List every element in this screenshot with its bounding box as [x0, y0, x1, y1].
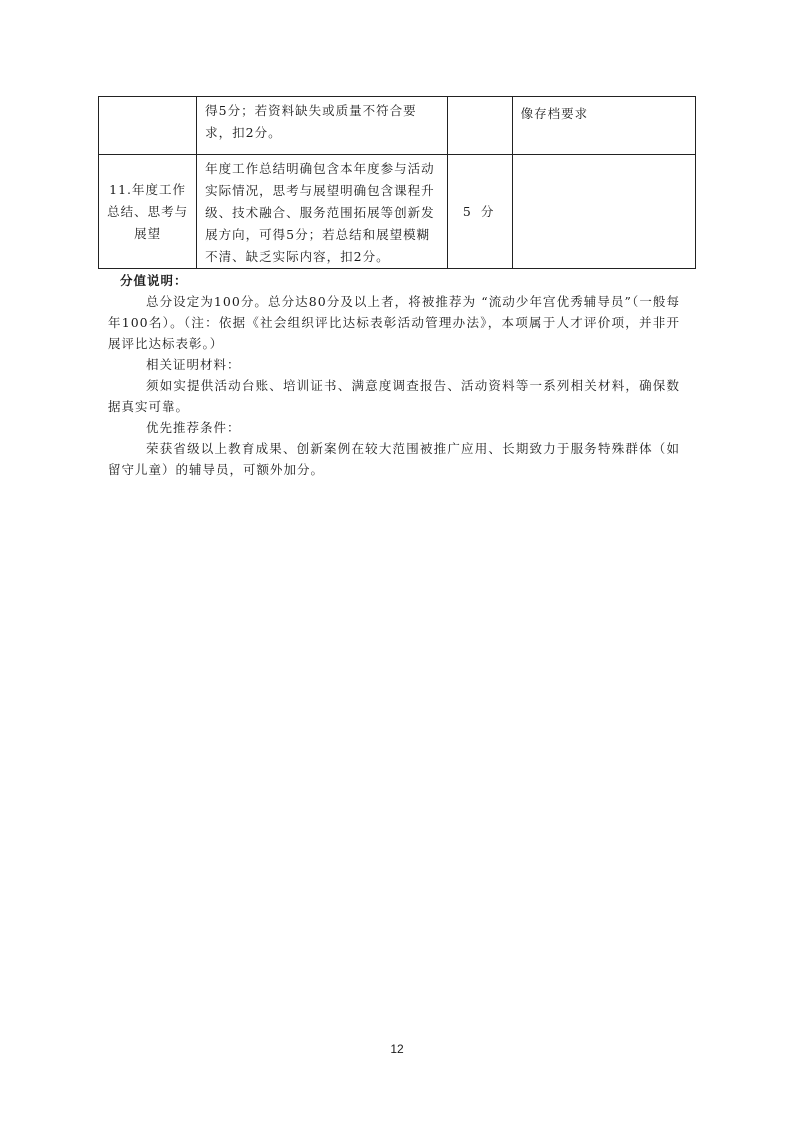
scoring-table [98, 96, 696, 269]
notes-paragraph-materials: 须如实提供活动台账、培训证书、满意度调查报告、活动资料等一系列相关材料，确保数据真实可靠。 [108, 378, 680, 414]
remarks-cell [512, 155, 695, 269]
page-number: 12 [390, 1042, 404, 1056]
criteria-cell [197, 97, 447, 155]
notes-paragraph-priority: 荣获省级以上教育成果、创新案例在较大范围被推广应用、长期致力于服务特殊群体（如留守儿童）的辅导员，可额外加分。 [108, 441, 680, 477]
criteria-text: 年度工作总结明确包含本年度参与活动实际情况，思考与展望明确包含课程升级、技术融合、服务范围拓展等创新发展方向，可得5分；若总结和展望模糊不清、缺乏实际内容，扣2分。 [205, 161, 435, 264]
score-cell [447, 97, 512, 155]
criteria-text: 得5分；若资料缺失或质量不符合要求，扣2分。 [205, 103, 417, 140]
table-row [99, 155, 696, 269]
score-notes [108, 270, 680, 480]
notes-paragraph-total-score: 总分设定为100分。总分达80分及以上者，将被推荐为 “流动少年宫优秀辅导员”（一般每年100名）。（注：依据《社会组织评比达标表彰活动管理办法》，本项属于人才评价项，并非开展评比达标表彰。） [108, 294, 680, 351]
criteria-cell [197, 155, 447, 269]
notes-paragraph-materials-heading: 相关证明材料： [146, 357, 241, 372]
notes-paragraph-priority-heading: 优先推荐条件： [146, 420, 241, 435]
remarks-text [513, 155, 695, 161]
notes-heading: 分值说明： [120, 273, 188, 288]
category-cell [99, 97, 197, 155]
score-cell: 5 分 [447, 155, 512, 269]
remarks-text: 像存档要求 [520, 106, 589, 121]
table-row [99, 97, 696, 155]
category-cell: 11.年度工作总结、思考与展望 [99, 155, 197, 269]
remarks-cell [512, 97, 695, 155]
